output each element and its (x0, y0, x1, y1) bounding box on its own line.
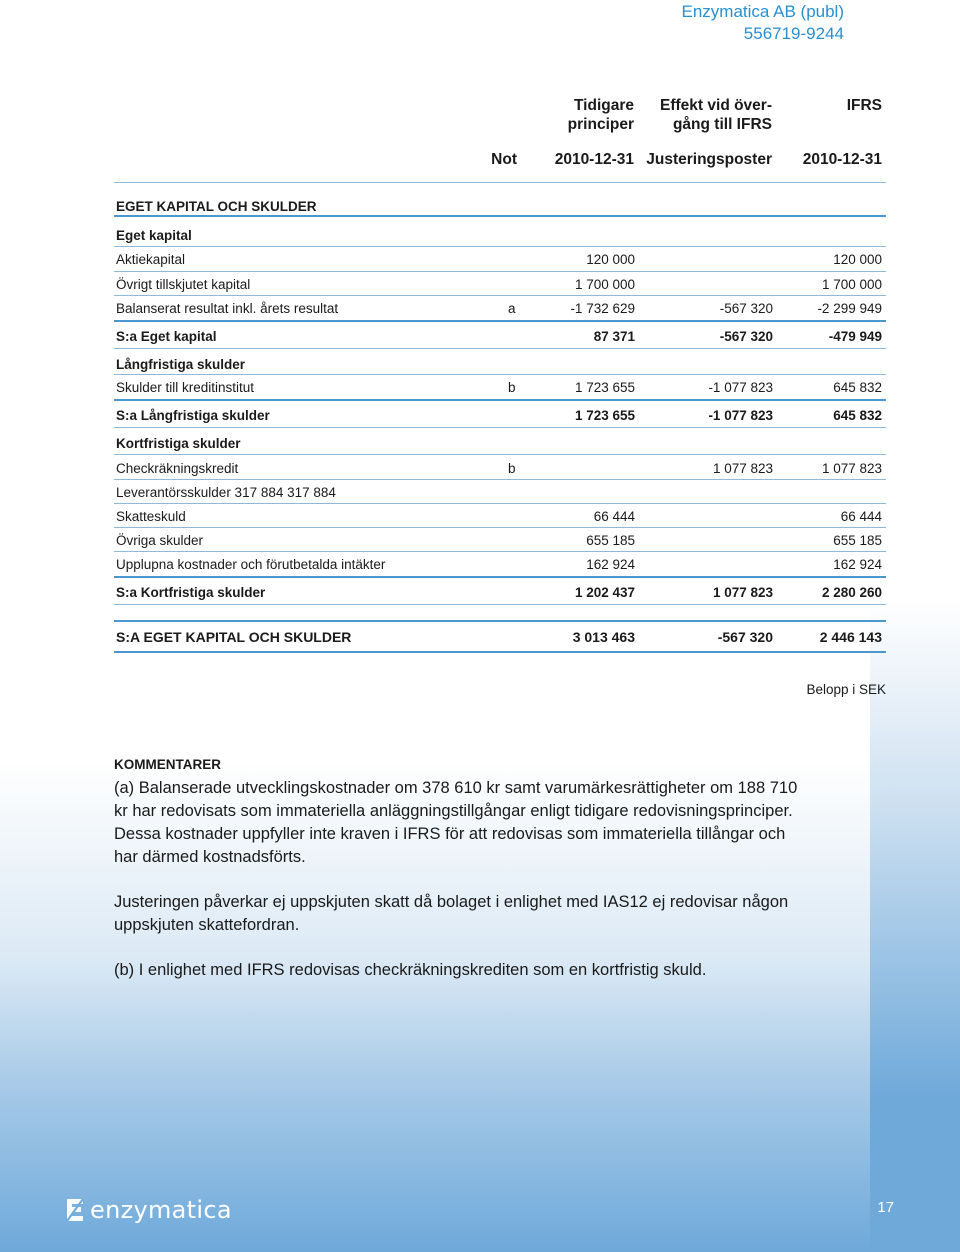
row-label: Balanserat resultat inkl. årets resultat (116, 301, 339, 316)
row-label: Checkräkningskredit (116, 461, 239, 476)
divider (114, 454, 886, 455)
row-value-tidigare: 162 924 (586, 557, 635, 572)
divider (114, 620, 886, 622)
comment-paragraph: Justeringen påverkar ej uppskjuten skatt då bolaget i enlighet med IAS12 ej redovisar någon uppskjuten skattefordran. (114, 893, 789, 934)
row-value-ifrs: 2 280 260 (821, 585, 882, 600)
row-value-tidigare: 1 723 655 (574, 408, 635, 423)
divider (114, 479, 886, 480)
row-value-tidigare: 87 371 (593, 329, 635, 344)
divider (114, 374, 886, 375)
row-label: S:a Kortfristiga skulder (116, 585, 266, 600)
row-value-justering: -567 320 (719, 329, 773, 344)
divider (114, 295, 886, 296)
row-value-tidigare: 1 723 655 (574, 380, 635, 395)
divider (114, 604, 886, 605)
row-not: b (508, 380, 516, 395)
enzymatica-logo-icon (64, 1197, 86, 1223)
row-value-ifrs: 645 832 (833, 408, 882, 423)
row-label: S:a Långfristiga skulder (116, 408, 270, 423)
divider (114, 551, 886, 552)
comment-paragraph: (a) Balanserade utvecklingskostnader om 378 610 kr samt varumärkesrättigheter om 188 710 kr har redovisats som immateriella anläggningstillgångar enligt tidigare redovisningsprinciper. Dessa kostnader uppfyller inte kraven i IFRS för att redovisas som immateriella tillångar och har därmed kostnadsförts. (114, 779, 798, 866)
row-label: S:a Eget kapital (116, 329, 217, 344)
row-value-justering: -567 320 (719, 301, 773, 316)
row-not: a (508, 301, 516, 316)
divider (114, 246, 886, 247)
row-label: S:A EGET KAPITAL OCH SKULDER (116, 629, 352, 645)
company-name: Enzymatica AB (publ) (681, 2, 844, 21)
row-value-tidigare: 655 185 (586, 533, 635, 548)
row-value-ifrs: 645 832 (833, 380, 882, 395)
divider (114, 651, 886, 653)
column-head-not: Not (491, 151, 517, 168)
row-not: b (508, 461, 516, 476)
divider (114, 527, 886, 528)
row-value-tidigare: -1 732 629 (570, 301, 635, 316)
column-head-adjustments: Justeringsposter (646, 151, 772, 168)
row-value-ifrs: 2 446 143 (819, 629, 882, 645)
column-head-ifrs: IFRS (846, 97, 882, 114)
row-label: Övriga skulder (116, 533, 204, 548)
divider (114, 576, 886, 578)
company-logo (64, 1195, 232, 1225)
section-title: EGET KAPITAL OCH SKULDER (116, 199, 317, 214)
row-value-justering: -567 320 (717, 629, 773, 645)
row-value-ifrs: 655 185 (833, 533, 882, 548)
comments-section (114, 756, 804, 982)
row-value-ifrs: -479 949 (828, 329, 882, 344)
divider (114, 348, 886, 349)
row-value-tidigare: 1 202 437 (574, 585, 635, 600)
row-value-ifrs: -2 299 949 (817, 301, 882, 316)
row-value-tidigare: 3 013 463 (572, 629, 635, 645)
divider (114, 271, 886, 272)
group-eget-kapital: Eget kapital (116, 228, 192, 243)
column-head-date1: 2010-12-31 (554, 151, 634, 168)
row-value-justering: 1 077 823 (712, 585, 773, 600)
row-label: Övrigt tillskjutet kapital (116, 277, 251, 292)
org-number: 556719-9244 (743, 24, 844, 43)
row-value-ifrs: 162 924 (833, 557, 882, 572)
column-head-effekt: Effekt vid över- gång till IFRS (660, 97, 772, 133)
row-value-justering: -1 077 823 (708, 408, 773, 423)
divider (114, 320, 886, 322)
row-value-tidigare: 120 000 (586, 252, 635, 267)
row-label: Skulder till kreditinstitut (116, 380, 255, 395)
row-value-ifrs: 120 000 (833, 252, 882, 267)
divider (114, 503, 886, 504)
row-label: Leverantörsskulder 317 884 317 884 (116, 485, 336, 500)
divider (114, 399, 886, 401)
row-label: Skatteskuld (116, 509, 186, 524)
row-label: Aktiekapital (116, 252, 186, 267)
row-label: Upplupna kostnader och förutbetalda intäkter (116, 557, 386, 572)
divider (114, 182, 886, 183)
row-value-tidigare: 66 444 (593, 509, 635, 524)
comment-paragraph: (b) I enlighet med IFRS redovisas checkräkningskrediten som en kortfristig skuld. (114, 961, 707, 979)
row-value-justering: -1 077 823 (708, 380, 773, 395)
group-kortfristiga: Kortfristiga skulder (116, 436, 241, 451)
column-head-date2: 2010-12-31 (802, 151, 882, 168)
column-head-tidigare: Tidigare principer (567, 97, 634, 133)
divider (114, 427, 886, 428)
row-value-justering: 1 077 823 (712, 461, 773, 476)
currency-note: Belopp i SEK (806, 682, 886, 697)
page-number: 17 (877, 1199, 894, 1216)
row-value-ifrs: 1 077 823 (821, 461, 882, 476)
comments-title: KOMMENTARER (114, 757, 221, 772)
group-langfristiga: Långfristiga skulder (116, 357, 246, 372)
row-value-ifrs: 1 700 000 (821, 277, 882, 292)
row-value-ifrs: 66 444 (840, 509, 882, 524)
company-header (681, 1, 844, 45)
divider (114, 215, 886, 217)
logo-text: enzymatica (90, 1196, 232, 1224)
row-value-tidigare: 1 700 000 (574, 277, 635, 292)
